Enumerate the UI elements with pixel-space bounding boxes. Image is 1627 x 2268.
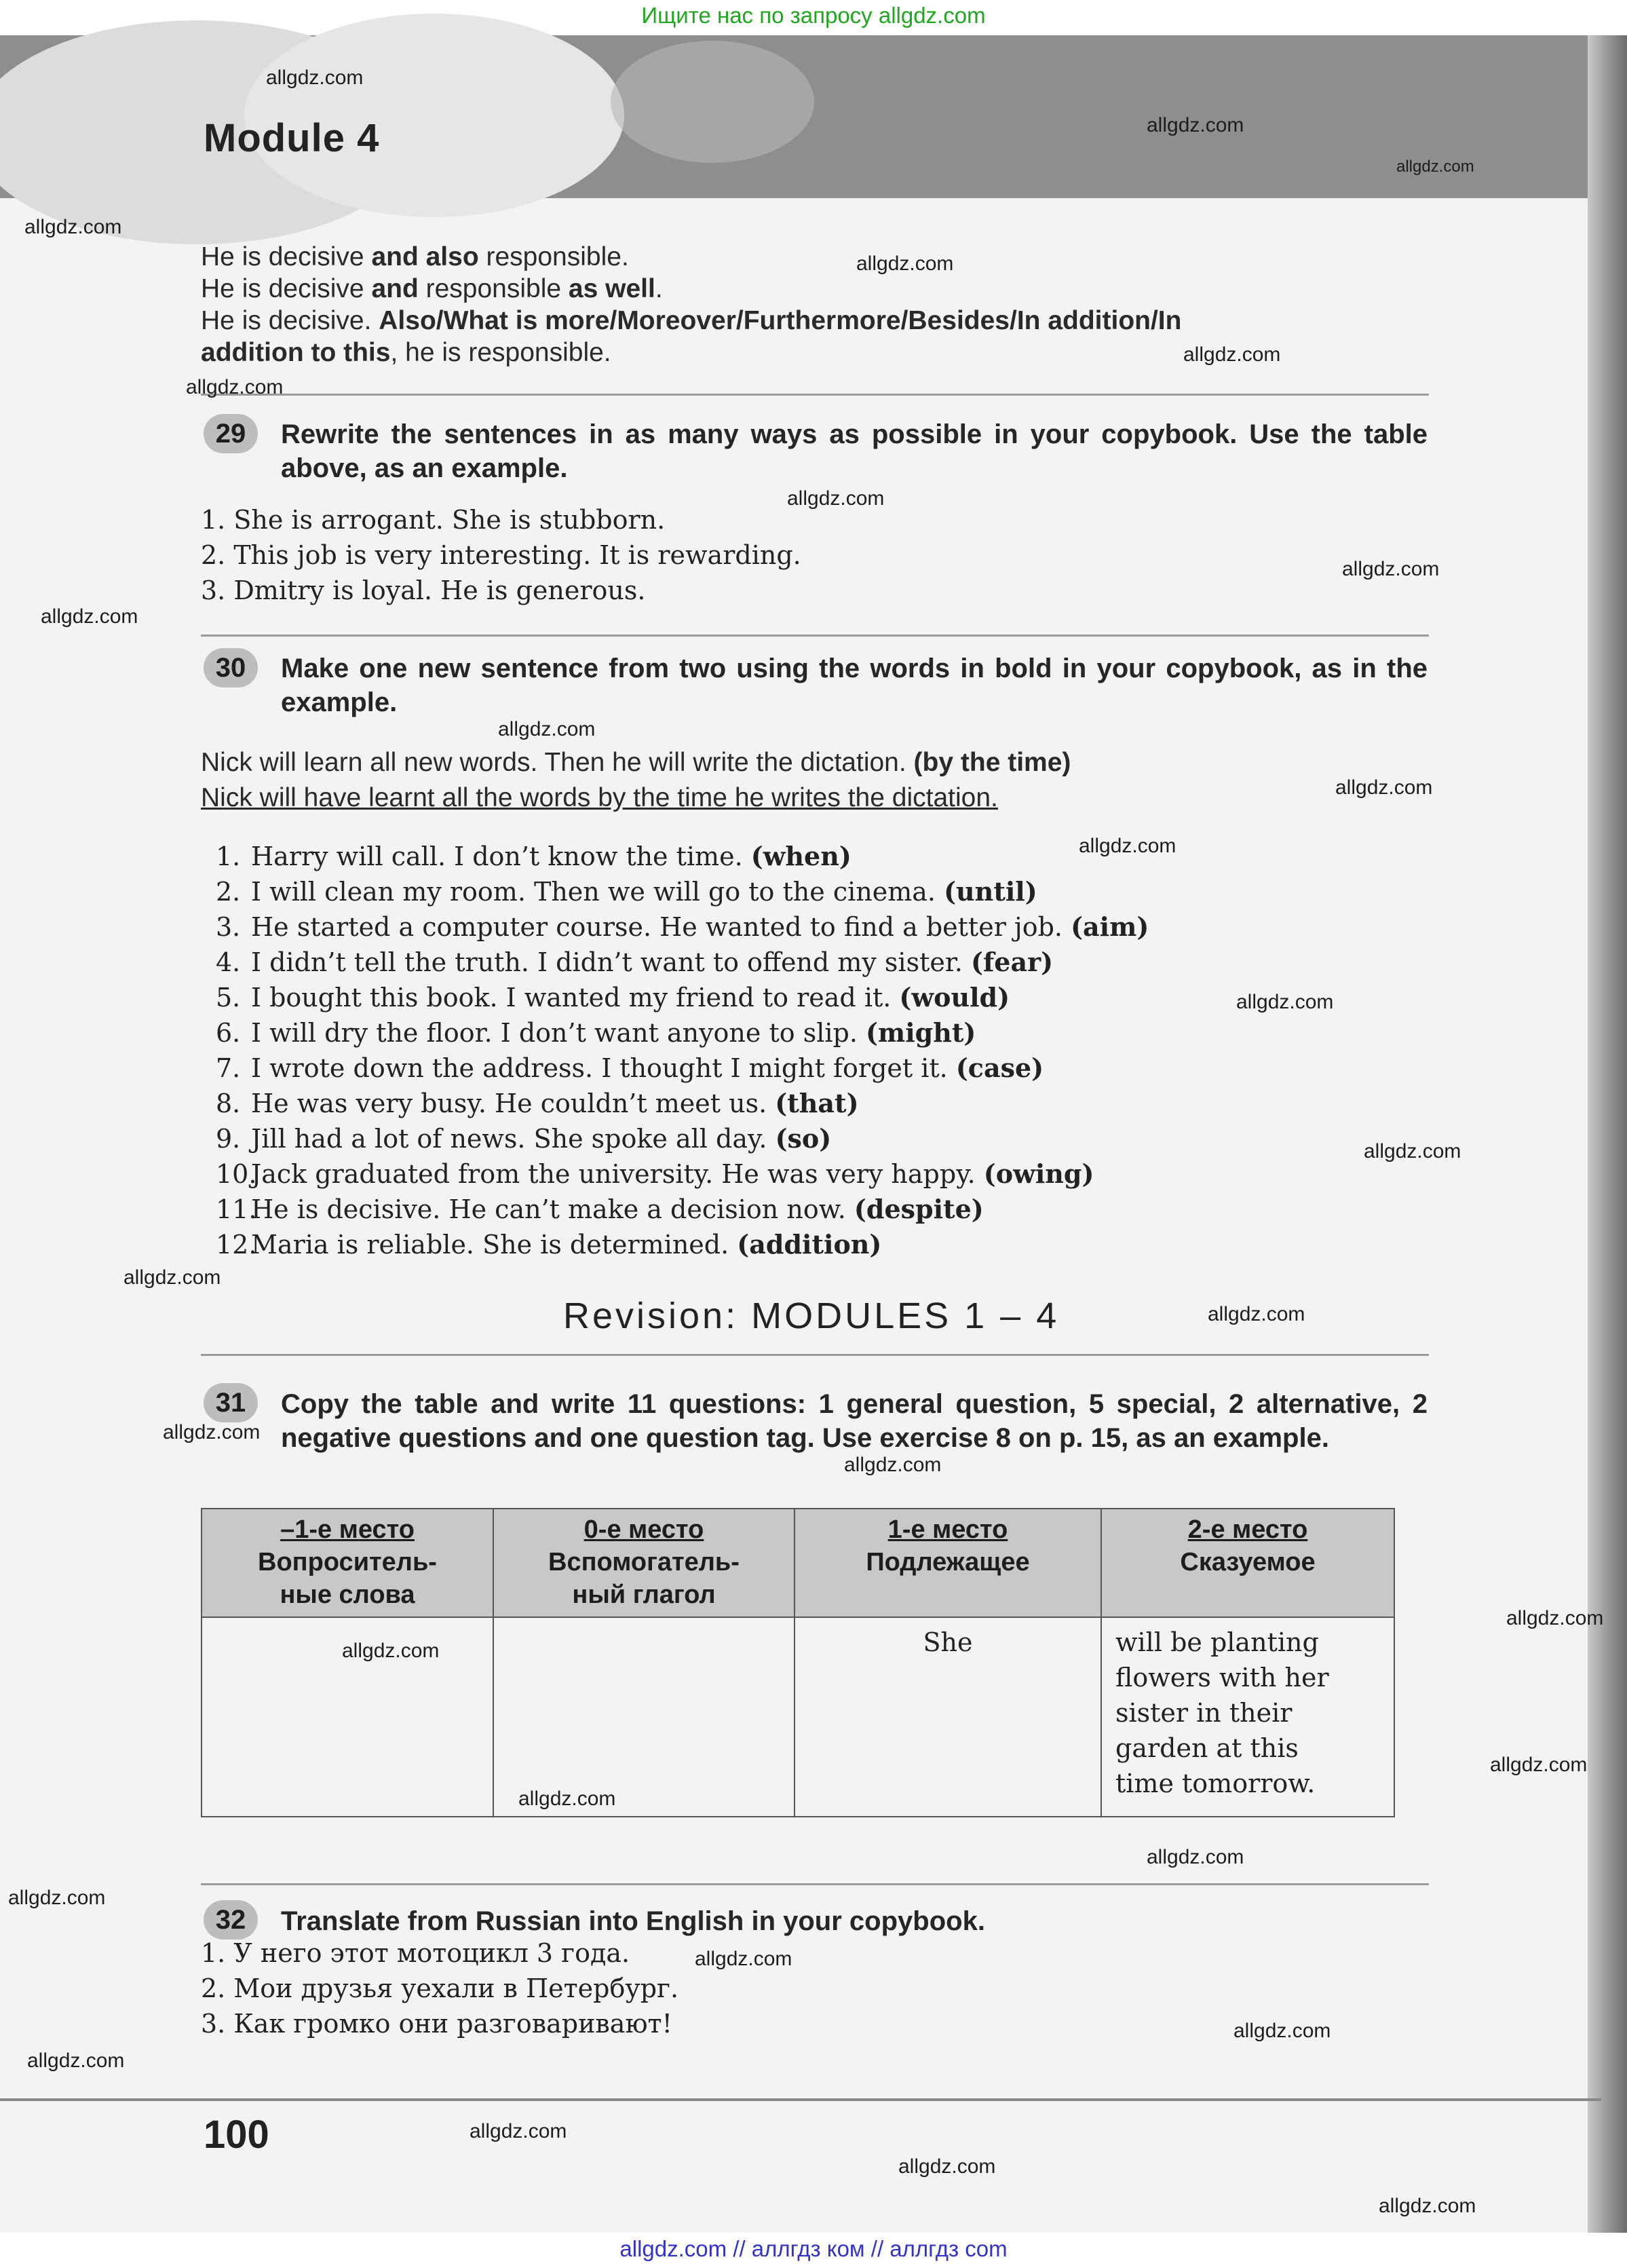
question-table [201, 1508, 1395, 1817]
watermark: allgdz.com [266, 67, 364, 89]
watermark: allgdz.com [342, 1640, 440, 1662]
list-item: 2. I will clean my room. Then we will go to the cinema. (until) [216, 876, 1037, 907]
list-item: 8. He was very busy. He couldn’t meet us. (that) [216, 1088, 859, 1118]
watermark: allgdz.com [1079, 835, 1176, 857]
watermark: allgdz.com [470, 2120, 567, 2142]
watermark: allgdz.com [163, 1421, 261, 1443]
list-item: 5. I bought this book. I wanted my friend to read it. (would) [216, 982, 1010, 1013]
watermark: allgdz.com [186, 376, 284, 398]
exercise-32-number: 32 [204, 1900, 258, 1940]
list-item: 10.Jack graduated from the university. He was very happy. (owing) [216, 1158, 1094, 1189]
exercise-30-title: Make one new sentence from two using the words in bold in your copybook, as in the example. [281, 654, 1428, 717]
watermark: allgdz.com [1379, 2195, 1476, 2217]
table-cell [493, 1617, 795, 1817]
module-title: Module 4 [204, 116, 380, 160]
exercise-30-example: Nick will learn all new words. Then he will write the dictation. (by the time) Nick will have learnt all the words by the time he writes the dictation. [201, 748, 1071, 812]
watermark: allgdz.com [695, 1948, 792, 1970]
exercise-32-title: Translate from Russian into English in your copybook. [281, 1906, 985, 1936]
watermark: allgdz.com [1147, 114, 1244, 136]
table-cell: will be planting flowers with her sister in their garden at this time tomorrow. [1101, 1617, 1394, 1817]
divider [201, 635, 1429, 637]
list-item: 12.Maria is reliable. She is determined. (addition) [216, 1229, 882, 1260]
watermark: allgdz.com [787, 487, 885, 510]
divider [201, 394, 1429, 396]
footer-rule [0, 2098, 1601, 2101]
divider [201, 1883, 1429, 1885]
watermark: allgdz.com [24, 216, 122, 238]
intro-text: He is decisive and also responsible. He is decisive and responsible as well. He is decisive. Also/What is more/Moreover/Furthermore/Besides/In addition/In addition to this, he is responsible. [201, 242, 1182, 367]
watermark: allgdz.com [844, 1454, 942, 1476]
table-cell: She [795, 1617, 1101, 1817]
list-item: 1. She is arrogant. She is stubborn. [201, 505, 666, 535]
exercise-31-number: 31 [204, 1383, 258, 1422]
list-item: 1. У него этот мотоцикл 3 года. [201, 1938, 630, 1968]
watermark: allgdz.com [8, 1887, 106, 1909]
bottom-banner-links[interactable]: allgdz.com // аллгдз ком // аллгдз com [619, 2236, 1008, 2261]
watermark: allgdz.com [27, 2049, 125, 2072]
table-header-cell: –1-е место Вопроситель- ные слова [202, 1509, 493, 1617]
list-item: 9. Jill had a lot of news. She spoke all day. (so) [216, 1123, 832, 1154]
list-item: 2. This job is very interesting. It is rewarding. [201, 540, 801, 570]
watermark: allgdz.com [1335, 776, 1433, 799]
watermark: allgdz.com [1233, 2020, 1331, 2042]
header-decoration [611, 41, 814, 163]
exercise-30-number: 30 [204, 648, 258, 687]
watermark: allgdz.com [898, 2155, 996, 2178]
list-item: 2. Мои друзья уехали в Петербург. [201, 1973, 679, 2003]
watermark: allgdz.com [1506, 1607, 1604, 1629]
watermark: allgdz.com [41, 605, 138, 628]
page-number: 100 [204, 2113, 269, 2157]
exercise-29-title: Rewrite the sentences in as many ways as possible in your copybook. Use the table above, as an example. [281, 419, 1428, 483]
exercise-31-title: Copy the table and write 11 questions: 1 general question, 5 special, 2 alternative, 2 negative questions and one question tag. Use exercise 8 on p. 15, as an example. [281, 1389, 1428, 1453]
table-header-cell: 0-е место Вспомогатель- ный глагол [493, 1509, 795, 1617]
page-fold-shadow [1588, 35, 1627, 2234]
list-item: 1. Harry will call. I don’t know the time. (when) [216, 841, 851, 871]
watermark: allgdz.com [856, 252, 954, 275]
watermark: allgdz.com [1342, 558, 1440, 580]
exercise-29-list [201, 502, 1422, 608]
watermark: allgdz.com [1236, 991, 1334, 1013]
watermark: allgdz.com [1183, 343, 1281, 366]
watermark: allgdz.com [1208, 1303, 1305, 1325]
list-item: 6. I will dry the floor. I don’t want anyone to slip. (might) [216, 1017, 976, 1048]
watermark: allgdz.com [518, 1788, 616, 1810]
divider [201, 1354, 1429, 1356]
list-item: 3. Как громко они разговаривают! [201, 2009, 672, 2039]
watermark: allgdz.com [1147, 1846, 1244, 1868]
watermark: allgdz.com [1490, 1754, 1588, 1776]
exercise-29-number: 29 [204, 414, 258, 453]
watermark: allgdz.com [1364, 1140, 1461, 1163]
list-item: 7. I wrote down the address. I thought I might forget it. (case) [216, 1053, 1044, 1083]
list-item: 3. Dmitry is loyal. He is generous. [201, 575, 646, 605]
list-item: 3. He started a computer course. He wanted to find a better job. (aim) [216, 911, 1149, 942]
list-item: 11.He is decisive. He can’t make a decision now. (despite) [216, 1194, 984, 1224]
table-header-cell: 2-е место Сказуемое [1101, 1509, 1394, 1617]
revision-heading: Revision: MODULES 1 – 4 [563, 1296, 1060, 1336]
watermark: allgdz.com [123, 1266, 221, 1289]
watermark: allgdz.com [1396, 157, 1474, 176]
top-banner-link[interactable]: Ищите нас по запросу allgdz.com [641, 3, 986, 28]
exercise-30-list [216, 839, 1430, 1262]
watermark: allgdz.com [498, 718, 596, 740]
table-header-cell: 1-е место Подлежащее [795, 1509, 1101, 1617]
list-item: 4. I didn’t tell the truth. I didn’t want to offend my sister. (fear) [216, 947, 1054, 977]
